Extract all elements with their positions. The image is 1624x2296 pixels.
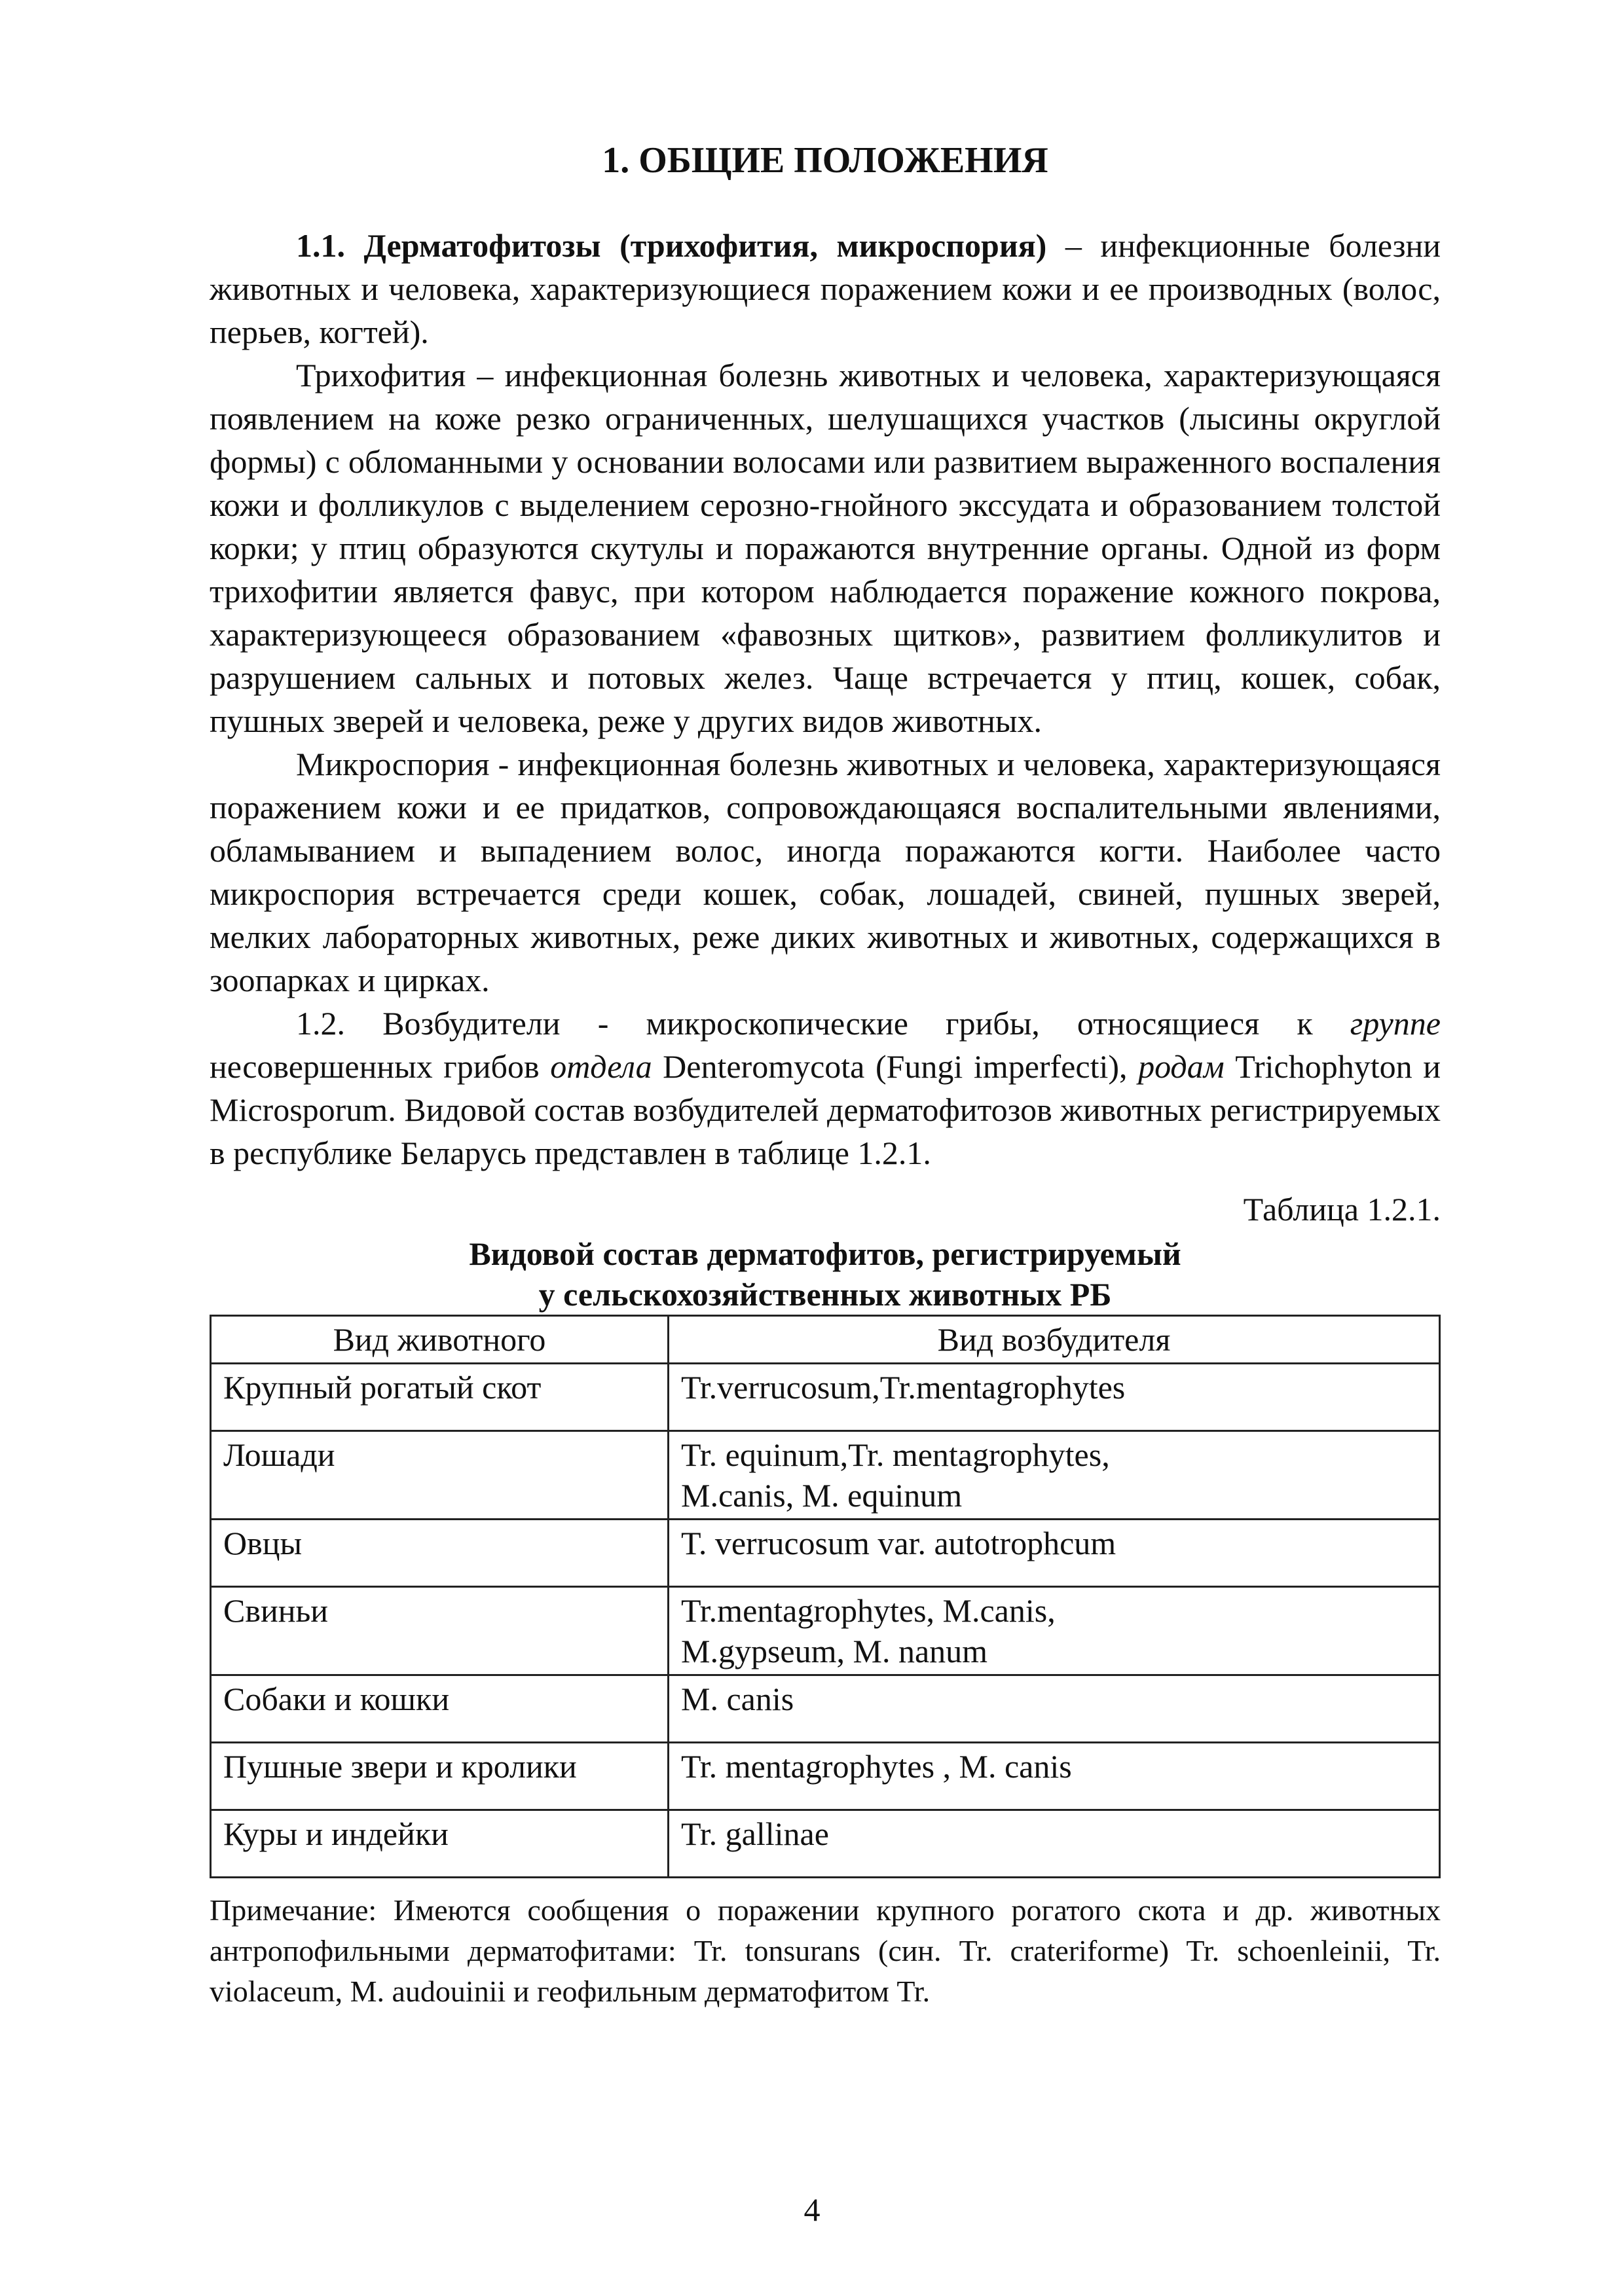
table-row xyxy=(211,1520,1440,1587)
paragraph-1-2 xyxy=(210,1002,1441,1175)
pathogen-line: Tr.verrucosum,Tr.mentagrophytes xyxy=(681,1369,1126,1406)
table-title-line-1: Видовой состав дерматофитов, регистрируемый xyxy=(469,1235,1181,1272)
p12-part-b: несовершенных грибов xyxy=(210,1048,551,1085)
table-header-row xyxy=(211,1316,1440,1364)
pathogen-line: M.gypseum, M. nanum xyxy=(681,1633,988,1669)
paragraph-trichophytia: Трихофития – инфекционная болезнь животных и человека, характеризующаяся появлением на коже резко ограниченных, шелушащихся участков (лысины округлой формы) с обломанными у основании волосами или развитием выраженного воспаления кожи и фолликулов с выделением серозно-гнойного экссудата и образованием толстой корки; у птиц образуются скутулы и поражаются внутренние органы. Одной из форм трихофитии является фавус, при котором наблюдается поражение кожного покрова, характеризующееся образованием «фавозных щитков», развитием фолликулитов и разрушением сальных и потовых желез. Чаще встречается у птиц, кошек, собак, пушных зверей и человека, реже у других видов животных. xyxy=(210,357,1441,739)
table-title-line-2: у сельскохозяйственных животных РБ xyxy=(538,1276,1112,1313)
document-page xyxy=(210,137,1441,2012)
header-pathogen: Вид возбудителя xyxy=(669,1316,1440,1364)
paragraph-1-1-text: – инфекционные болезни животных и человека, характеризующиеся поражением кожи и ее производных (волос, перьев, когтей). xyxy=(210,227,1441,350)
table-title xyxy=(210,1233,1441,1315)
page-number: 4 xyxy=(803,2191,821,2228)
section-heading: 1. ОБЩИЕ ПОЛОЖЕНИЯ xyxy=(602,140,1048,181)
paragraph-microsporia: Микроспория - инфекционная болезнь животных и человека, характеризующаяся поражением кожи и ее придатков, сопровождающаяся воспалительными явлениями, обламыванием и выпадением волос, иногда поражаются когти. Наиболее часто микроспория встречается среди кошек, собак, лошадей, свиней, пушных зверей, мелких лабораторных животных, реже диких животных и животных, содержащихся в зоопарках и цирках. xyxy=(210,746,1441,998)
pathogen-line: Tr. mentagrophytes , M. canis xyxy=(681,1748,1072,1785)
cell-pathogen xyxy=(669,1587,1440,1675)
term-dermatophytosis: 1.1. Дерматофитозы (трихофития, микроспория) xyxy=(296,227,1047,264)
table-note: Примечание: Имеются сообщения о поражении крупного рогатого скота и др. животных антропофильными дерматофитами: Tr. tonsurans (син. Tr. crateriforme) Tr. schoenleinii, Tr. violaceum, M. audouinii и геофильным дерматофитом Tr. xyxy=(210,1893,1441,2008)
table-reference: Таблица 1.2.1. xyxy=(1243,1191,1441,1228)
p12-part-d: Trichophyton и Microsporum. Видовой состав возбудителей дерматофитозов животных регистрируемых в республике Беларусь представлен в таблице 1.2.1. xyxy=(210,1048,1441,1171)
cell-pathogen xyxy=(669,1431,1440,1520)
cell-pathogen xyxy=(669,1743,1440,1810)
cell-animal: Собаки и кошки xyxy=(211,1675,669,1743)
cell-pathogen xyxy=(669,1520,1440,1587)
cell-pathogen xyxy=(669,1675,1440,1743)
cell-animal: Крупный рогатый скот xyxy=(211,1364,669,1431)
p12-group: группе xyxy=(1350,1005,1441,1042)
p12-genera: родам xyxy=(1138,1048,1225,1085)
cell-animal: Куры и индейки xyxy=(211,1810,669,1878)
p12-part-c: Denteromycota (Fungi imperfecti), xyxy=(652,1048,1139,1085)
table-row xyxy=(211,1675,1440,1743)
cell-animal: Лошади xyxy=(211,1431,669,1520)
table-row xyxy=(211,1743,1440,1810)
pathogen-line: Tr.mentagrophytes, M.canis, xyxy=(681,1592,1056,1629)
table-row xyxy=(211,1364,1440,1431)
p12-part-a: 1.2. Возбудители - микроскопические грибы, относящиеся к xyxy=(296,1005,1350,1042)
cell-pathogen xyxy=(669,1810,1440,1878)
pathogen-line: Tr. gallinae xyxy=(681,1815,829,1852)
cell-animal: Свиньи xyxy=(211,1587,669,1675)
p12-dept: отдела xyxy=(550,1048,652,1085)
pathogen-line: Tr. equinum,Tr. mentagrophytes, xyxy=(681,1436,1110,1473)
pathogen-line: M.canis, M. equinum xyxy=(681,1477,963,1514)
table-row xyxy=(211,1431,1440,1520)
pathogen-line: M. canis xyxy=(681,1681,794,1717)
cell-animal: Овцы xyxy=(211,1520,669,1587)
cell-pathogen xyxy=(669,1364,1440,1431)
cell-animal: Пушные звери и кролики xyxy=(211,1743,669,1810)
dermatophyte-table xyxy=(210,1315,1441,1878)
table-row xyxy=(211,1810,1440,1878)
table-row xyxy=(211,1587,1440,1675)
paragraph-1-1 xyxy=(210,224,1441,354)
pathogen-line: T. verrucosum var. autotrophcum xyxy=(681,1525,1116,1561)
header-animal: Вид животного xyxy=(211,1316,669,1364)
